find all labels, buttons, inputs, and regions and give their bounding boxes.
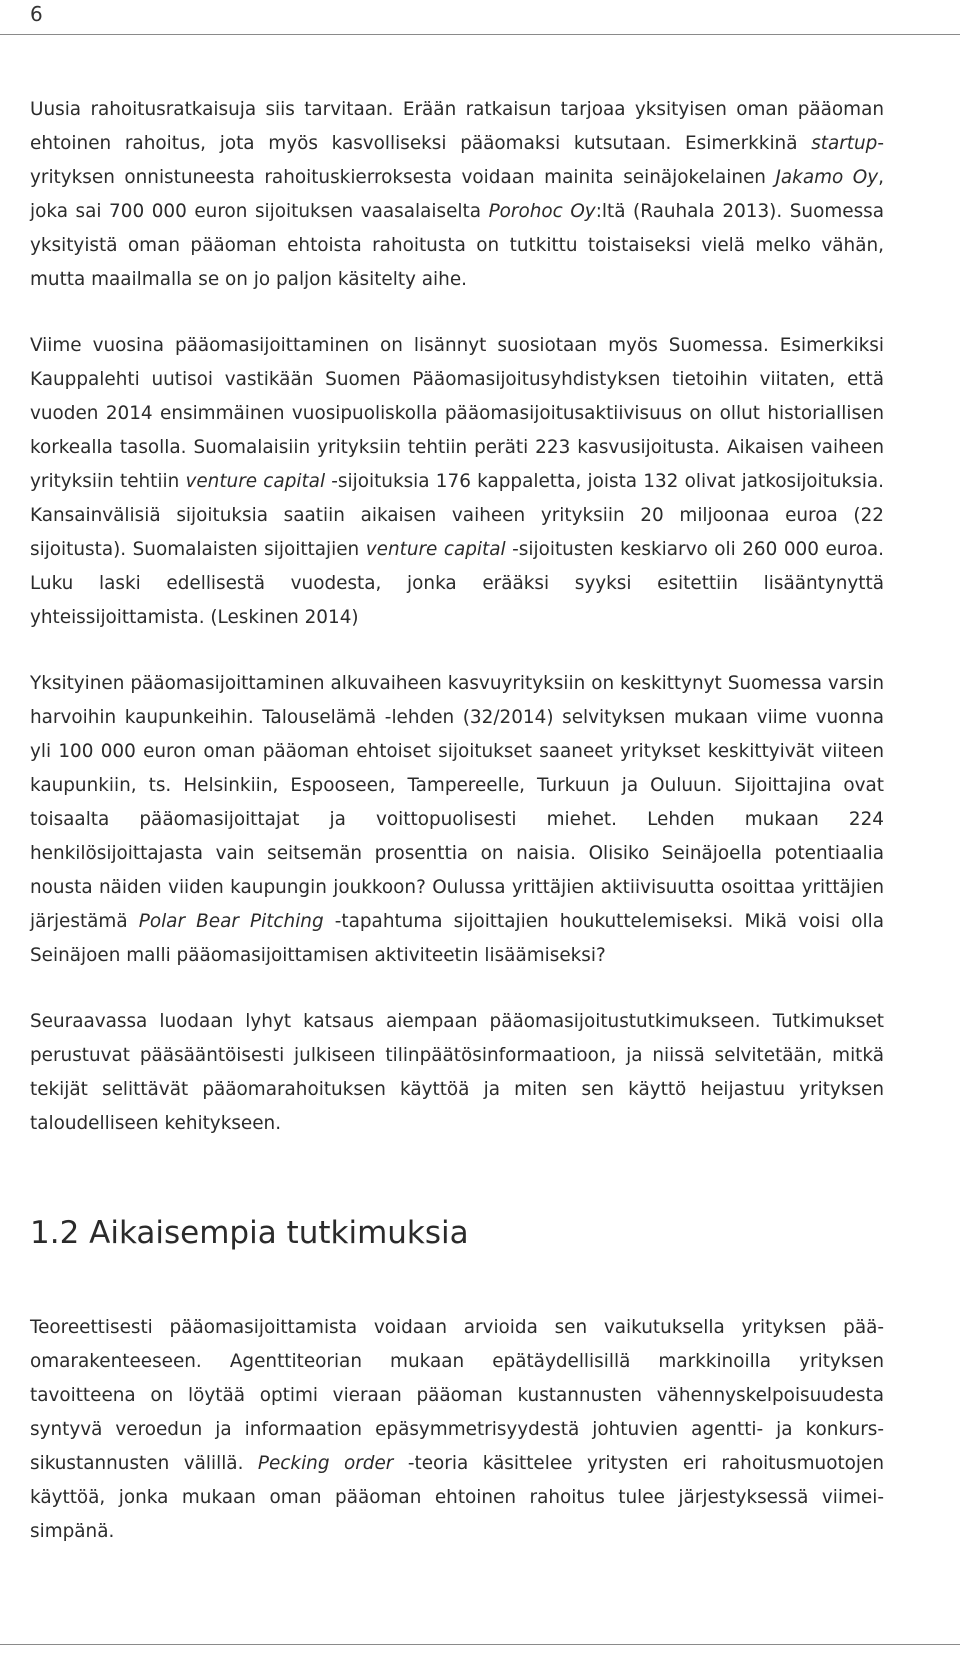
paragraph-5-text-a: Teoreettisesti pääomasijoittamista voidaan arvioida sen vaikutuksella yrityksen pääomarakenteeseen. Agenttiteorian mukaan epätäydellisillä markkinoilla yrityksen tavoitteena on löytää optimi vieraan pääoman kustannusten vähennyskelpoisuudesta syntyvä veroedun ja informaation epäsymmetrisyydestä johtuvien agentti- ja konkurssikustannusten välillä.	[30, 1317, 884, 1474]
paragraph-5-italic-pecking-order: Pecking order	[257, 1453, 394, 1474]
paragraph-1-italic-startup: startup	[811, 133, 878, 154]
document-body	[30, 93, 884, 1549]
paragraph-2-text-c: -sijoitusten keskiarvo oli 260 000 euroa. Luku laski edellisestä vuodesta, jonka erääksi syyksi esitettiin lisääntynyttä yhteissijoittamista. (Leskinen 2014)	[30, 539, 884, 628]
paragraph-1-text-b: -yrityksen onnistuneesta rahoituskierroksesta voidaan mainita seinäjokelainen	[30, 133, 884, 188]
section-heading: 1.2 Aikaisempia tutkimuksia	[30, 1215, 469, 1251]
header-divider	[0, 34, 960, 35]
paragraph-2-italic-venture-capital-1: venture capital	[185, 471, 326, 492]
paragraph-1-text-c: , joka sai 700 000 euron sijoituksen vaasalaiselta	[30, 167, 885, 222]
paragraph-4-text-a: Seuraavassa luodaan lyhyt katsaus aiempaan pääomasijoitustutkimukseen. Tutkimukset perustuvat pääsääntöisesti julkiseen tilinpäätösinformaatioon, ja niissä selvitetään, mitkä tekijät selittävät pääomarahoituksen käyttöä ja miten sen käyttö heijastuu yrityksen taloudelliseen kehitykseen.	[30, 1011, 884, 1134]
paragraph-1-text-a: Uusia rahoitusratkaisuja siis tarvitaan. Erään ratkaisun tarjoaa yksityisen oman pääoman ehtoinen rahoitus, jota myös kasvolliseksi pääomaksi kutsutaan. Esimerkkinä	[30, 99, 884, 154]
paragraph-1-italic-porohoc: Porohoc Oy	[488, 201, 596, 222]
paragraph-2-italic-venture-capital-2: venture capital	[365, 539, 506, 560]
paragraph-2	[30, 329, 884, 635]
paragraph-5	[30, 1311, 884, 1549]
paragraph-1-italic-jakamo: Jakamo Oy	[775, 167, 879, 188]
footer-divider	[0, 1644, 960, 1645]
paragraph-4	[30, 1005, 884, 1141]
paragraph-3	[30, 667, 884, 973]
paragraph-3-text-a: Yksityinen pääomasijoittaminen alkuvaiheen kasvuyrityksiin on keskittynyt Suomessa varsin harvoihin kaupunkeihin. Talouselämä -lehden (32/2014) selvityksen mukaan viime vuonna yli 100 000 euron oman pääoman ehtoiset sijoitukset saaneet yritykset keskittyivät viiteen kaupunkiin, ts. Helsinkiin, Espooseen, Tampereelle, Turkuun ja Ouluun. Sijoittajina ovat toisaalta pääomasijoittajat ja voittopuolisesti miehet. Lehden mukaan 224 henkilösijoittajasta vain seitsemän prosenttia on naisia. Olisiko Seinäjoella potentiaalia nousta näiden viiden kaupungin joukkoon? Oulussa yrittäjien aktiivisuutta osoittaa yrittäjien järjestämä	[30, 673, 884, 932]
paragraph-2-text-a: Viime vuosina pääomasijoittaminen on lisännyt suosiotaan myös Suomessa. Esimerkiksi Kauppalehti uutisoi vastikään Suomen Pääomasijoitusyhdistyksen tietoihin viitaten, että vuoden 2014 ensimmäinen vuosipuoliskolla pääomasijoitusaktiivisuus on ollut historiallisen korkealla tasolla. Suomalaisiin yrityksiin tehtiin peräti 223 kasvusijoitusta. Aikaisen vaiheen yrityksiin tehtiin	[30, 335, 884, 492]
paragraph-5-text-b: -teoria käsittelee yritysten eri rahoitusmuotojen käyttöä, jonka mukaan oman pääoman ehtoinen rahoitus tulee järjestyksessä viimeisimpänä.	[30, 1453, 884, 1542]
paragraph-2-text-b: -sijoituksia 176 kappaletta, joista 132 olivat jatkosijoituksia. Kansainvälisiä sijoituksia saatiin aikaisen vaiheen yrityksiin 20 miljoonaa euroa (22 sijoitusta). Suomalaisten sijoittajien	[30, 471, 884, 560]
page-number: 6	[30, 2, 43, 26]
paragraph-1-text-d: :ltä (Rauhala 2013). Suomessa yksityistä oman pääoman ehtoista rahoitusta on tutkittu toistaiseksi vielä melko vähän, mutta maailmalla se on jo paljon käsitelty aihe.	[30, 201, 885, 290]
paragraph-3-italic-polar-bear: Polar Bear Pitching	[138, 911, 324, 932]
paragraph-3-text-b: -tapahtuma sijoittajien houkuttelemiseksi. Mikä voisi olla Seinäjoen malli pääomasijoittamisen aktiviteetin lisäämiseksi?	[30, 911, 884, 966]
paragraph-1	[30, 93, 884, 297]
